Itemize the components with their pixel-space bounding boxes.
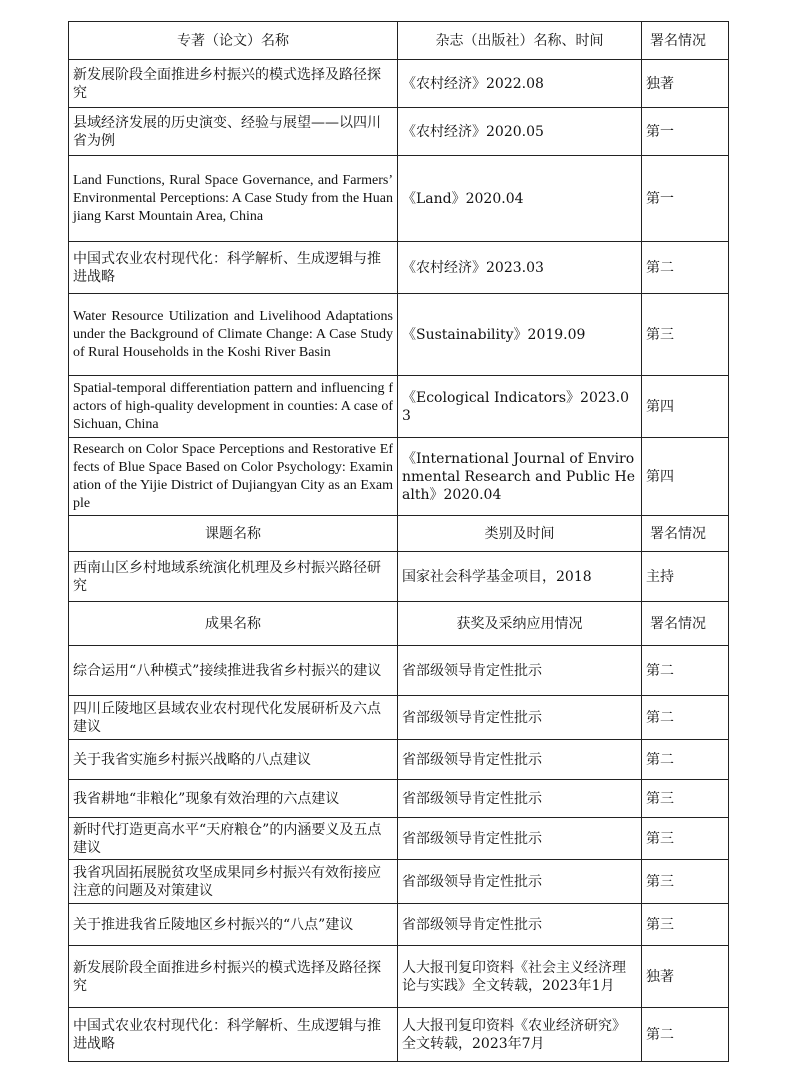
outcome-title: 四川丘陵地区县域农业农村现代化发展研析及六点建议 <box>69 696 398 740</box>
publication-title: Land Functions, Rural Space Governance, and Farmers’ Environmental Perceptions: A Case Study from the Huanjiang Karst Mountain Area, China <box>69 156 398 242</box>
publication-title: Water Resource Utilization and Livelihood Adaptations under the Background of Climate Change: A Case Study of Rural Households in the Koshi River Basin <box>69 294 398 376</box>
header-role: 署名情况 <box>642 602 729 646</box>
project-title: 西南山区乡村地域系统演化机理及乡村振兴路径研究 <box>69 552 398 602</box>
table-row <box>69 1008 729 1062</box>
outcome-title: 我省巩固拓展脱贫攻坚成果同乡村振兴有效衔接应注意的问题及对策建议 <box>69 860 398 904</box>
outcome-title: 我省耕地“非粮化”现象有效治理的六点建议 <box>69 780 398 818</box>
authorship: 第三 <box>642 860 729 904</box>
header-title: 专著（论文）名称 <box>69 22 398 60</box>
outcome-adoption: 人大报刊复印资料《社会主义经济理论与实践》全文转载，2023年1月 <box>398 946 642 1008</box>
outcome-adoption: 省部级领导肯定性批示 <box>398 860 642 904</box>
authorship: 第四 <box>642 438 729 516</box>
table-row <box>69 860 729 904</box>
header-source: 杂志（出版社）名称、时间 <box>398 22 642 60</box>
authorship: 第二 <box>642 740 729 780</box>
outcome-adoption: 省部级领导肯定性批示 <box>398 646 642 696</box>
table-row <box>69 696 729 740</box>
table-row <box>69 376 729 438</box>
outcome-title: 新时代打造更高水平“天府粮仓”的内涵要义及五点建议 <box>69 818 398 860</box>
table-row <box>69 780 729 818</box>
publication-source: 《农村经济》2020.05 <box>398 108 642 156</box>
publication-source: 《Ecological Indicators》2023.03 <box>398 376 642 438</box>
publication-title: Research on Color Space Perceptions and Restorative Effects of Blue Space Based on Color Psychology: Examination of the Yijie District of Dujiangyan City as an Example <box>69 438 398 516</box>
header-row-publications <box>69 22 729 60</box>
authorship: 第三 <box>642 780 729 818</box>
authorship: 主持 <box>642 552 729 602</box>
achievements-table <box>68 21 729 1062</box>
header-outcome-title: 成果名称 <box>69 602 398 646</box>
publication-source: 《International Journal of Environmental Research and Public Health》2020.04 <box>398 438 642 516</box>
authorship: 第三 <box>642 294 729 376</box>
project-category: 国家社会科学基金项目，2018 <box>398 552 642 602</box>
authorship: 第三 <box>642 818 729 860</box>
header-row-outcomes <box>69 602 729 646</box>
authorship: 第四 <box>642 376 729 438</box>
header-role: 署名情况 <box>642 516 729 552</box>
table-row <box>69 818 729 860</box>
header-row-projects <box>69 516 729 552</box>
publication-source: 《Sustainability》2019.09 <box>398 294 642 376</box>
publication-title: 中国式农业农村现代化：科学解析、生成逻辑与推进战略 <box>69 242 398 294</box>
authorship: 第一 <box>642 108 729 156</box>
table-row <box>69 60 729 108</box>
table-row <box>69 740 729 780</box>
outcome-adoption: 省部级领导肯定性批示 <box>398 740 642 780</box>
publication-title: 新发展阶段全面推进乡村振兴的模式选择及路径探究 <box>69 60 398 108</box>
header-category: 类别及时间 <box>398 516 642 552</box>
header-project-title: 课题名称 <box>69 516 398 552</box>
header-role: 署名情况 <box>642 22 729 60</box>
authorship: 第三 <box>642 904 729 946</box>
outcome-adoption: 省部级领导肯定性批示 <box>398 696 642 740</box>
publication-title: 县域经济发展的历史演变、经验与展望——以四川省为例 <box>69 108 398 156</box>
outcome-title: 新发展阶段全面推进乡村振兴的模式选择及路径探究 <box>69 946 398 1008</box>
table-row <box>69 946 729 1008</box>
header-adoption: 获奖及采纳应用情况 <box>398 602 642 646</box>
authorship: 第二 <box>642 696 729 740</box>
outcome-title: 中国式农业农村现代化：科学解析、生成逻辑与推进战略 <box>69 1008 398 1062</box>
publication-title: Spatial-temporal differentiation pattern and influencing factors of high-quality development in counties: A case of Sichuan, China <box>69 376 398 438</box>
outcome-adoption: 省部级领导肯定性批示 <box>398 904 642 946</box>
table-row <box>69 646 729 696</box>
outcome-adoption: 省部级领导肯定性批示 <box>398 780 642 818</box>
table-row <box>69 552 729 602</box>
authorship: 独著 <box>642 60 729 108</box>
table-row <box>69 242 729 294</box>
authorship: 第一 <box>642 156 729 242</box>
publication-source: 《农村经济》2023.03 <box>398 242 642 294</box>
outcome-title: 关于推进我省丘陵地区乡村振兴的“八点”建议 <box>69 904 398 946</box>
publication-source: 《农村经济》2022.08 <box>398 60 642 108</box>
table-row <box>69 156 729 242</box>
authorship: 第二 <box>642 646 729 696</box>
authorship: 独著 <box>642 946 729 1008</box>
outcome-adoption: 人大报刊复印资料《农业经济研究》全文转载，2023年7月 <box>398 1008 642 1062</box>
outcome-adoption: 省部级领导肯定性批示 <box>398 818 642 860</box>
authorship: 第二 <box>642 1008 729 1062</box>
outcome-title: 综合运用“八种模式”接续推进我省乡村振兴的建议 <box>69 646 398 696</box>
authorship: 第二 <box>642 242 729 294</box>
outcome-title: 关于我省实施乡村振兴战略的八点建议 <box>69 740 398 780</box>
table-row <box>69 108 729 156</box>
table-row <box>69 294 729 376</box>
table-row <box>69 904 729 946</box>
table-row <box>69 438 729 516</box>
publication-source: 《Land》2020.04 <box>398 156 642 242</box>
